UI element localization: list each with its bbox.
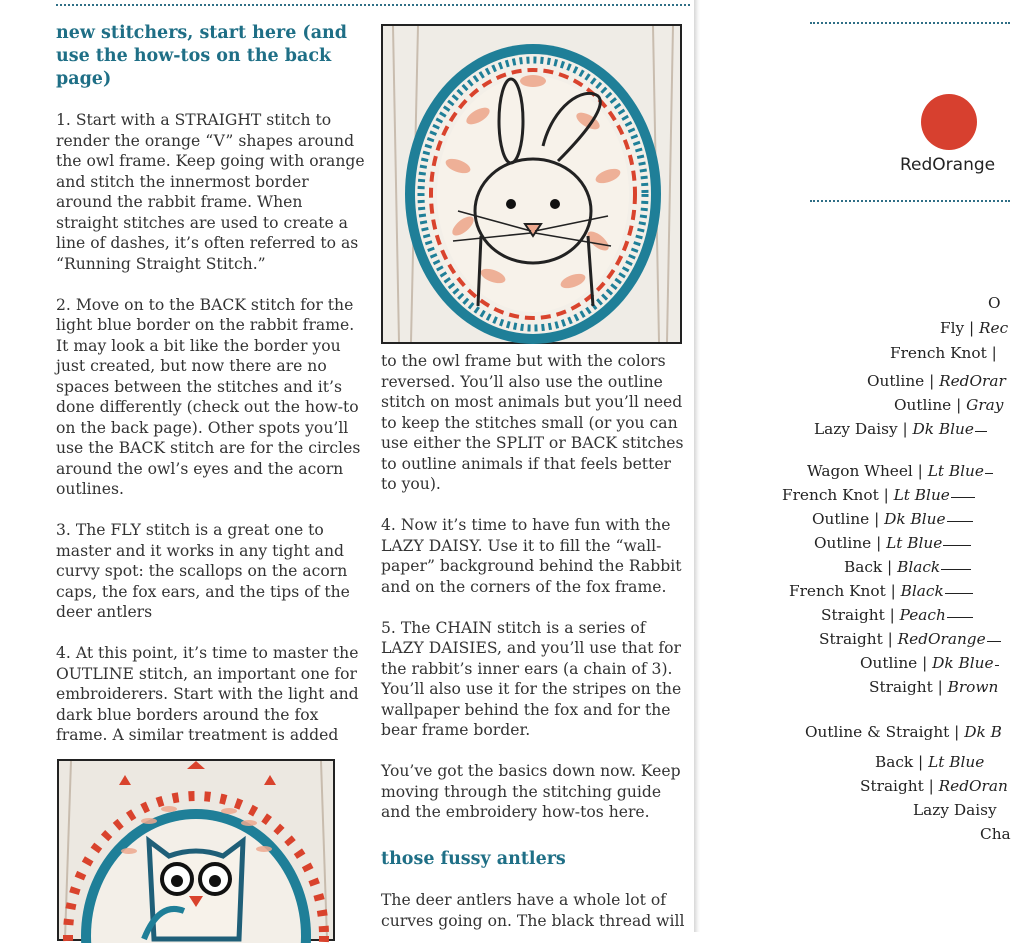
- antlers-subheading: those fussy antlers: [381, 849, 566, 869]
- legend-entry: [894, 395, 1003, 415]
- paragraph-lazy-daisy: 4. Now it’s time to have fun with the LAZY DAISY. Use it to fill the “wall-paper” background behind the Rabbit and on the corners of the fox frame.: [381, 516, 682, 596]
- legend-stitch: Outline |: [812, 510, 885, 528]
- legend-entry: [782, 485, 950, 505]
- right-top-dotted-rule: [810, 22, 1010, 24]
- paragraph-basics: You’ve got the basics down now. Keep moving through the stitching guide and the embroidery how-tos here.: [381, 762, 681, 821]
- legend-entry: [869, 677, 998, 697]
- paragraph-continued: to the owl frame but with the colors reversed. You’ll also use the outline stitch on most animals but you’ll need to keep the stitches small (or you can use either the SPLIT or BACK stitches to outline animals if that feels better to you).: [381, 352, 684, 493]
- legend-leader-line: [975, 431, 987, 432]
- legend-entry: [789, 581, 944, 601]
- top-dotted-rule: [56, 4, 690, 6]
- swatch-label: RedOrange: [900, 155, 996, 175]
- legend-entry: [860, 653, 994, 673]
- legend-stitch: Back |: [875, 753, 929, 771]
- legend-leader-line: [943, 545, 971, 546]
- legend-stitch: French Knot |: [782, 486, 894, 504]
- legend-color: Lt Blue: [928, 753, 985, 771]
- legend-stitch: Wagon Wheel |: [807, 462, 928, 480]
- legend-color: RedOrar: [939, 372, 1006, 390]
- legend-stitch: Lazy Daisy: [913, 801, 997, 819]
- legend-leader-line: [947, 617, 973, 618]
- legend-stitch: Straight |: [821, 606, 900, 624]
- legend-stitch: Straight |: [819, 630, 898, 648]
- section-heading: new stitchers, start here (and use the how-tos on the back page): [56, 23, 348, 89]
- legend-entry: [814, 533, 942, 553]
- paragraph-2: 2. Move on to the BACK stitch for the light blue border on the rabbit frame. It may look a bit like the border you just created, but now there are no spaces between the stitches and it’s done differently (check out the how-to on the back page). Other spots you’ll use the BACK stitch are for the circles around the owl’s eyes and the acorn outlines.: [56, 295, 361, 498]
- legend-entry: [812, 509, 946, 529]
- legend-stitch: Lazy Daisy |: [814, 420, 913, 438]
- paragraph-4: 4. At this point, it’s time to master the OUTLINE stitch, an important one for embroiderers. Start with the light and dark blue borders around the fox frame. A similar treatment is added: [56, 644, 359, 744]
- antlers-text: The deer antlers have a whole lot of curves going on. The black thread will: [381, 891, 685, 930]
- legend-entry: [819, 629, 986, 649]
- legend-color: Dk Blue: [932, 654, 994, 672]
- legend-color: Brown: [947, 678, 999, 696]
- legend-stitch: Outline |: [867, 372, 940, 390]
- paragraph-1: 1. Start with a STRAIGHT stitch to render the orange “V” shapes around the owl frame. Keep going with orange and stitch the innermost border around the rabbit frame. When straight stitches are used to create a line of dashes, it’s often referred to as “Running Straight Stitch.”: [56, 111, 365, 273]
- legend-stitch: Outline |: [814, 534, 887, 552]
- legend-color: Gray: [966, 396, 1004, 414]
- rabbit-embroidery-illustration: [383, 26, 680, 342]
- legend-leader-line: [947, 521, 973, 522]
- legend-stitch: Straight |: [860, 777, 939, 795]
- owl-embroidery-photo: [57, 759, 335, 941]
- legend-entry: [980, 824, 1011, 844]
- right-column-text: [381, 351, 691, 843]
- legend-stitch: Outline |: [894, 396, 967, 414]
- legend-color: Peach: [899, 606, 946, 624]
- left-column-text: [56, 110, 366, 766]
- legend-stitch: Outline & Straight |: [805, 723, 965, 741]
- legend-entry: [844, 557, 940, 577]
- legend-leader-line: [941, 569, 971, 570]
- owl-embroidery-illustration: [59, 761, 333, 939]
- legend-stitch: Fly |: [940, 319, 980, 337]
- legend-leader-line: [945, 593, 973, 594]
- legend-stitch: Cha: [980, 825, 1011, 843]
- redorange-swatch: [921, 94, 977, 150]
- legend-entry: [805, 722, 1002, 742]
- rabbit-embroidery-photo: [381, 24, 682, 344]
- legend-color: Black: [897, 558, 941, 576]
- legend-entry: [821, 605, 946, 625]
- legend-color: Dk Blue: [884, 510, 946, 528]
- legend-entry: [867, 371, 1006, 391]
- paragraph-chain: 5. The CHAIN stitch is a series of LAZY DAISIES, and you’ll use that for the rabbit’s inner ears (a chain of 3). You’ll also use it for the stripes on the wallpaper behind the fox and for the bear frame border.: [381, 618, 682, 739]
- legend-color: Lt Blue: [893, 486, 950, 504]
- legend-entry: [807, 461, 984, 481]
- legend-stitch: French Knot |: [789, 582, 901, 600]
- legend-leader-line: [951, 497, 975, 498]
- right-middle-dotted-rule: [810, 200, 1010, 202]
- legend-entry: [890, 343, 997, 363]
- legend-color: Lt Blue: [886, 534, 943, 552]
- legend-entry: [814, 419, 974, 439]
- legend-leader-line: [995, 665, 999, 666]
- legend-color: Lt Blue: [927, 462, 984, 480]
- legend-color: Black: [900, 582, 944, 600]
- legend-entry: [988, 293, 1001, 313]
- legend-stitch: Outline |: [860, 654, 933, 672]
- legend-stitch: Straight |: [869, 678, 948, 696]
- legend-entry: [940, 318, 1008, 338]
- right-page: [700, 0, 1011, 932]
- legend-leader-line: [985, 473, 993, 474]
- legend-color: Dk B: [964, 723, 1002, 741]
- legend-entry: [913, 800, 997, 820]
- paragraph-3: 3. The FLY stitch is a great one to master and it works in any tight and curvy spot: the scallops on the acorn caps, the fox ears, and the tips of the deer antlers: [56, 521, 350, 621]
- legend-color: RedOran: [938, 777, 1008, 795]
- legend-color: Rec: [979, 319, 1009, 337]
- legend-entry: [875, 752, 984, 772]
- legend-color: Dk Blue: [912, 420, 974, 438]
- legend-stitch: O: [988, 294, 1001, 312]
- legend-color: RedOrange: [897, 630, 986, 648]
- legend-entry: [860, 776, 1008, 796]
- legend-stitch: Back |: [844, 558, 898, 576]
- legend-stitch: French Knot |: [890, 344, 997, 362]
- legend-leader-line: [987, 641, 1001, 642]
